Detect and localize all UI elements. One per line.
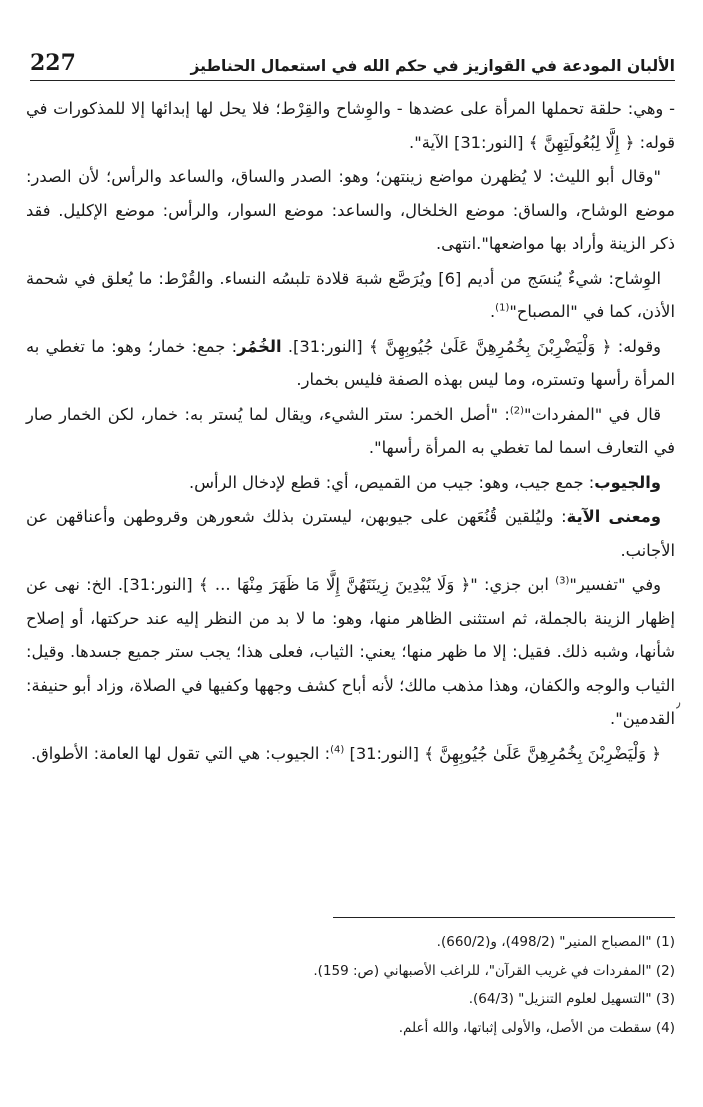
- quran-verse: ﴿ إِلَّا لِبُعُولَتِهِنَّ ﴾: [528, 132, 635, 152]
- paragraph: [26, 330, 675, 397]
- page-header: [30, 40, 675, 81]
- text-run: [النور:31]. الخ: نهى عن إظهار الزينة بالجملة، ثم استثنى الظاهر منها، وهو: ما لا بد من النظر إليه عند حركتها، أو إصلاح شأنها، وشبه ذلك. فقيل: إلا ما ظهر منها؛ يعني: الثياب، فعلى هذا؛ يجب ستر جميع جسدها. وقيل: الثياب والوجه والكفان، وهذا مذهب مالك؛ لأنه أباح كشف وجهها وكفيها في الصلاة، وزاد أبو حنيفة: القدمين".: [26, 575, 675, 728]
- text-run: [النور:31].: [281, 336, 369, 356]
- footnote-marker: (4): [330, 744, 345, 756]
- margin-mark: ٫: [676, 695, 681, 711]
- text-run: قال في "المفردات": [524, 404, 661, 424]
- paragraph: [26, 160, 675, 261]
- footnote-marker: (3): [555, 575, 570, 587]
- text-run: : جمع جيب، وهو: جيب من القميص، أي: قطع لإدخال الرأس.: [188, 472, 595, 492]
- paragraph: [26, 568, 675, 736]
- text-run: الوِشاح: شيءٌ يُنسَج من أديم [6] ويُرَصَّع شبهَ قلادة تلبسُه النساء. والقُرْط: ما يُعلق في شحمة الأذن، كما في "المصباح": [26, 268, 675, 321]
- text-run: [النور:31] الآية".: [409, 132, 529, 152]
- paragraph: [26, 262, 675, 329]
- text-run: - وهي: حلقة تحملها المرأة على عضدها - والوِشاح والقِرْط؛ فلا يحل لها إبدائها إلا للمذكورات في قوله:: [26, 99, 675, 152]
- footnote-1: (1) "المصباح المنير" (498/2)، و(660/2).: [436, 934, 675, 950]
- footnote-2: (2) "المفردات في غريب القرآن"، للراغب الأصبهاني (ص: 159).: [313, 962, 675, 979]
- text-run: : وليُلقين قُنُعَهن على جيوبهن، ليسترن بذلك شعورهن وقروطهن وأعناقهن عن الأجانب.: [26, 507, 675, 560]
- text-run: : جمع: خمار؛ وهو: ما تغطي به المرأة رأسها وتستره، وما ليس بهذه الصفة فليس بخمار.: [26, 336, 675, 389]
- footnote-3: (3) "التسهيل لعلوم التنزيل" (64/3).: [468, 991, 675, 1007]
- footnote-4: (4) سقطت من الأصل، والأولى إثباتها، والله أعلم.: [398, 1019, 675, 1036]
- quran-verse: ﴿ وَلْيَضْرِبْنَ بِخُمُرِهِنَّ عَلَىٰ جُيُوبِهِنَّ ﴾: [368, 336, 612, 356]
- bold-term: الخُمُر: [237, 336, 282, 356]
- text-run: [النور:31]: [344, 743, 425, 763]
- footnote-marker: (1): [495, 302, 510, 314]
- quran-verse: ﴿ وَلْيَضْرِبْنَ بِخُمُرِهِنَّ عَلَىٰ جُيُوبِهِنَّ ﴾: [424, 743, 661, 763]
- text-run: "وقال أبو الليث: لا يُظهرن مواضع زينتهن؛ وهو: الصدر والساق، والساعد والرأس؛ لأن الصدر: موضع الوشاح، والساق: موضع الخلخال، والساعد: موضع السوار، والرأس: موضع الإكليل. فقد ذكر الزينة وأراد بها مواضعها".انتهى.: [26, 167, 675, 253]
- quran-verse: ﴿ وَلَا يُبْدِينَ زِينَتَهُنَّ إِلَّا مَا ظَهَرَ مِنْهَا ... ﴾: [198, 575, 471, 594]
- text-run: .: [489, 302, 496, 321]
- text-run: ابن جزي: ": [470, 575, 556, 594]
- paragraph: [26, 500, 675, 567]
- page-number: 227: [30, 50, 76, 76]
- footnotes: [26, 928, 675, 1042]
- bold-term: ومعنى الآية: [566, 507, 661, 526]
- footnote-marker: (2): [509, 405, 525, 417]
- main-text: [26, 92, 675, 771]
- paragraph: [26, 466, 675, 500]
- running-title: الألبان المودعة في القوازيز في حكم الله في استعمال الحناطيز: [190, 57, 675, 75]
- paragraph: [26, 737, 675, 771]
- paragraph: [26, 92, 675, 159]
- text-run: وفي "تفسير": [569, 575, 662, 594]
- bold-term: والجيوب: [594, 472, 661, 492]
- footnote-divider: [333, 917, 675, 918]
- paragraph: [26, 398, 675, 465]
- text-run: : الجيوب: هي التي تقول لها العامة: الأطواق.: [30, 743, 331, 763]
- text-run: وقوله:: [611, 336, 661, 356]
- text-run: : "أصل الخمر: ستر الشيء، ويقال لما يُستر به: خمار، لكن الخمار صار في التعارف اسما لما تغطي به المرأة رأسها".: [26, 404, 675, 457]
